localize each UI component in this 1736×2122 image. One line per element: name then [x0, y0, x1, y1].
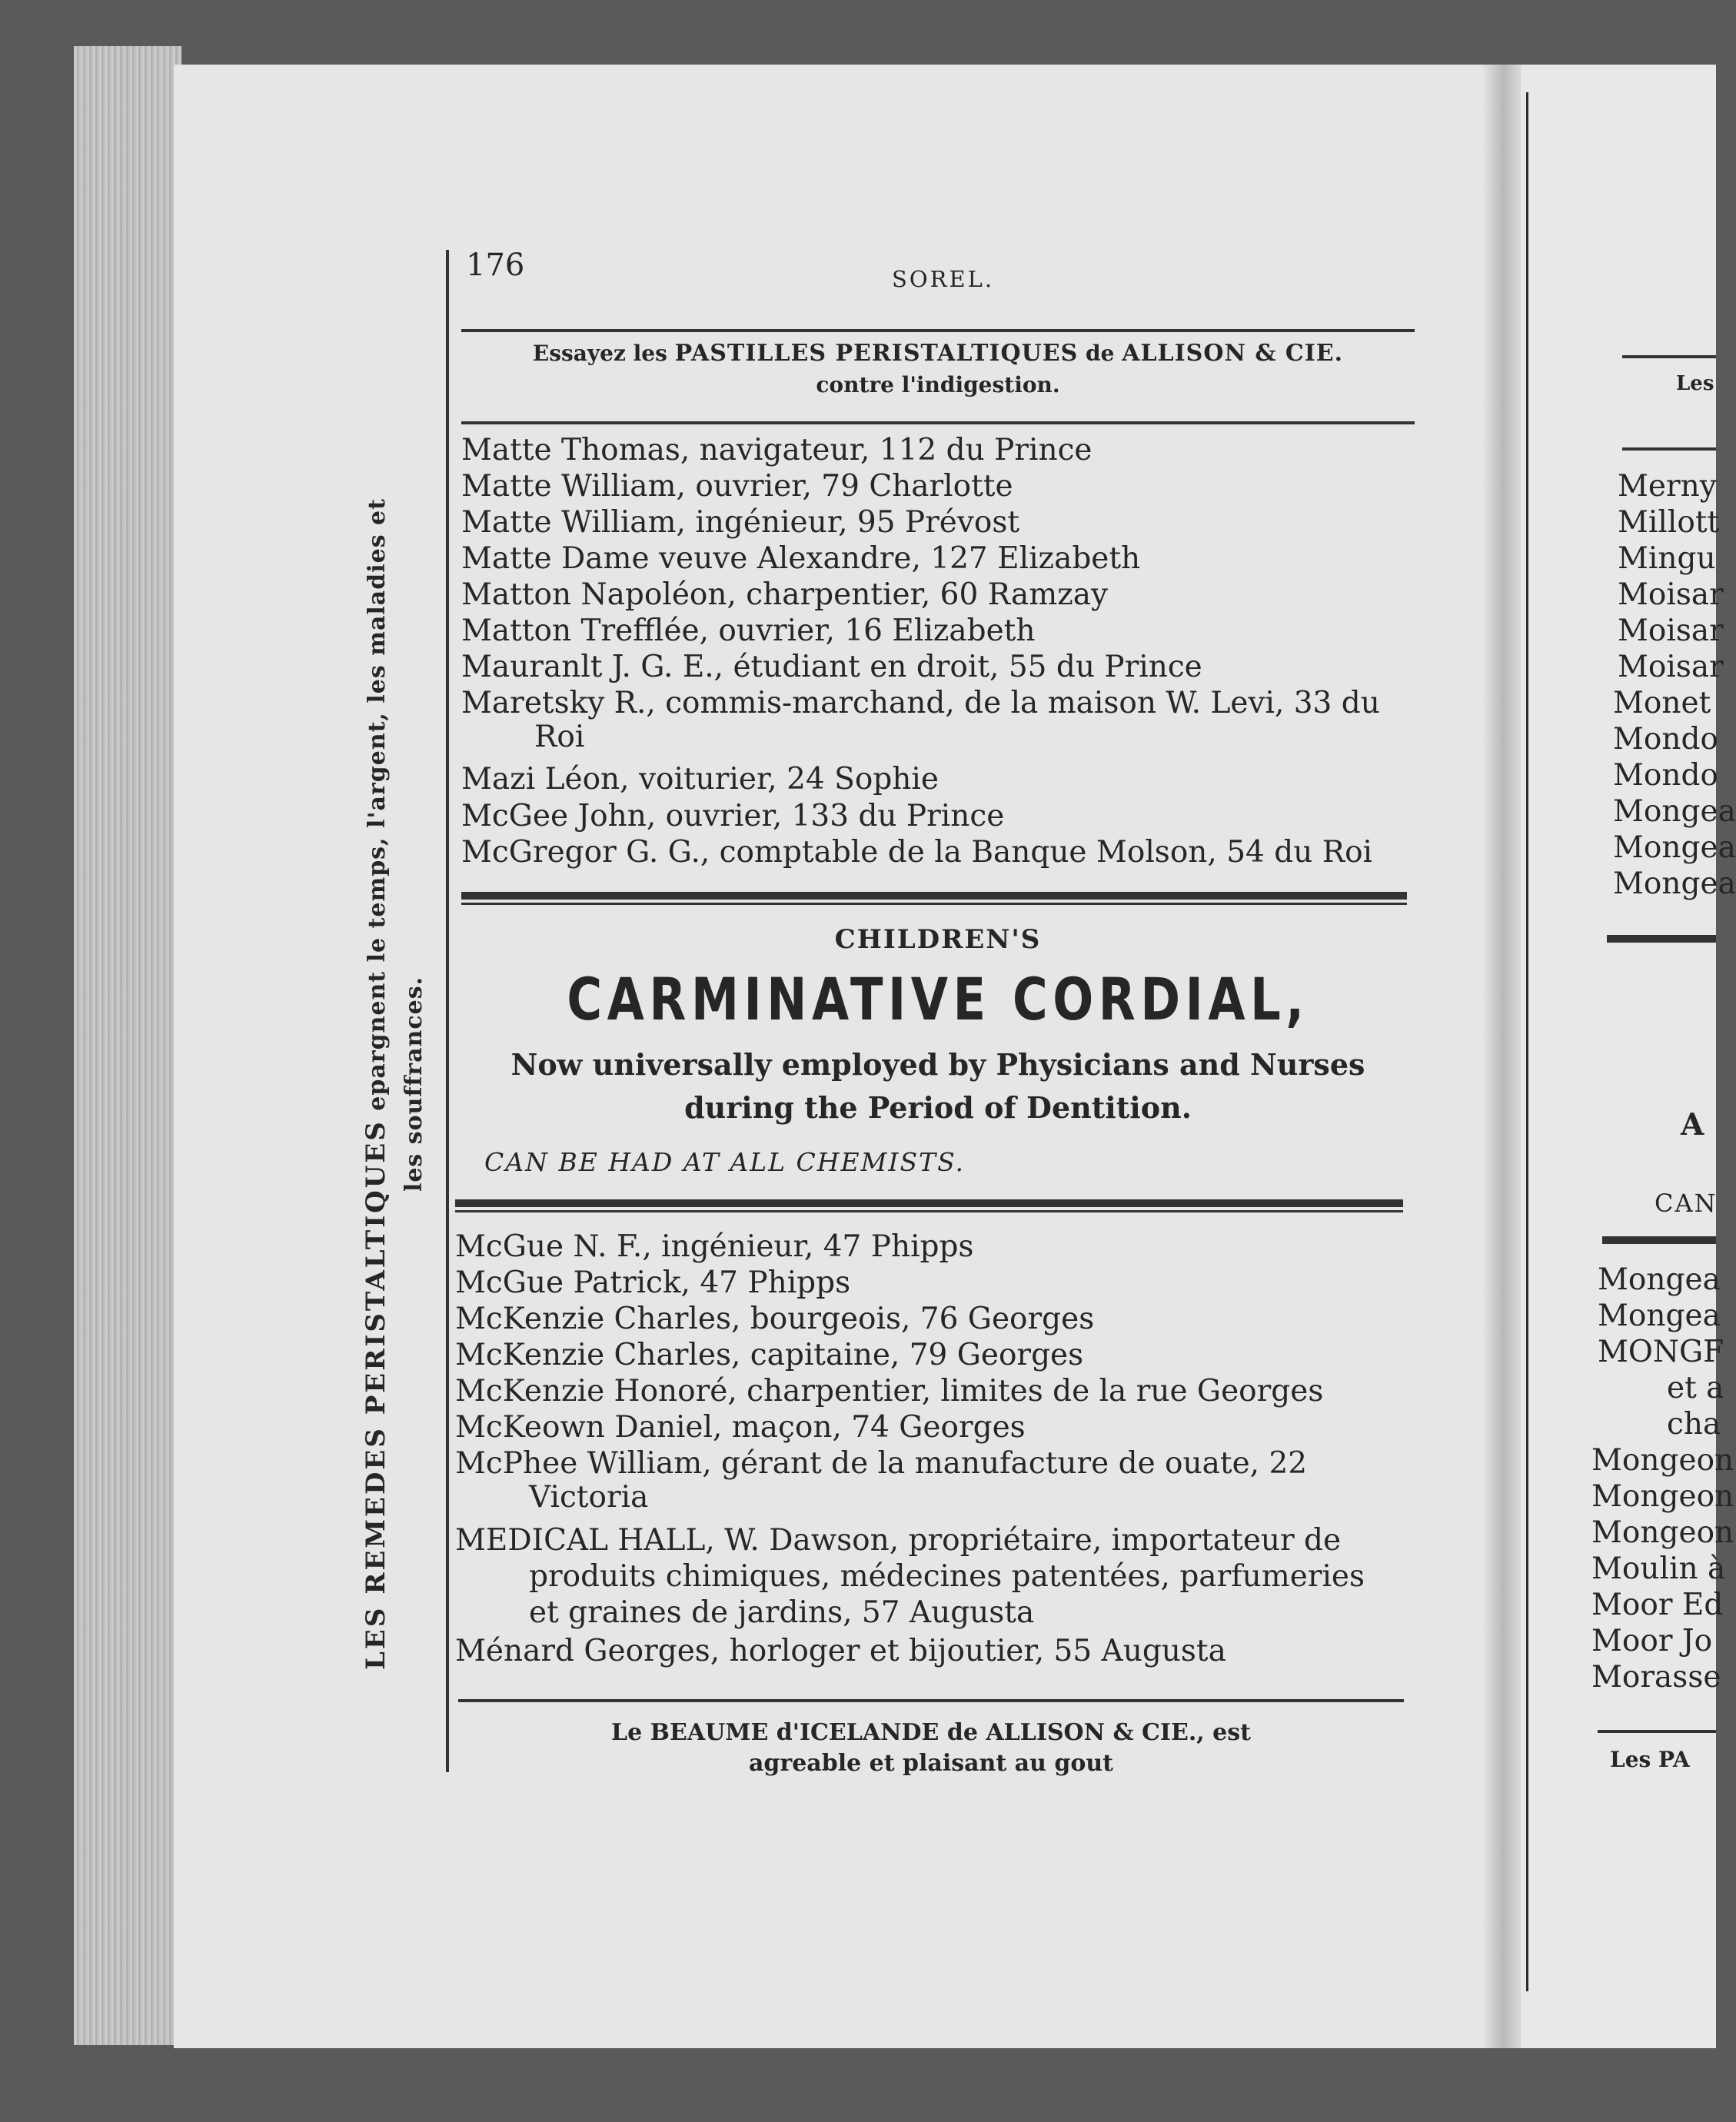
- ad-top-thin-rule: [461, 903, 1407, 905]
- top-ad-line-1: Essayez les PASTILLES PERISTALTIQUES de ALLISON & CIE.: [532, 340, 1344, 367]
- right-page-entry: Mongea: [1613, 866, 1736, 901]
- footer-ad-rule: [458, 1699, 1404, 1702]
- directory-entry-continuation: produits chimiques, médecines patentées, parfumeries: [529, 1559, 1365, 1594]
- right-page-entry: Moisar: [1618, 614, 1724, 648]
- right-page-ad-fragment: A: [1681, 1107, 1704, 1142]
- right-page-ad-fragment: CAN: [1655, 1189, 1718, 1218]
- side-ad-line-1: LES REMEDES PERISTALTIQUES epargnent le temps, l'argent, les maladies et: [361, 498, 391, 1670]
- top-ad-line-2: contre l'indigestion.: [816, 372, 1060, 397]
- right-page-entry: Mongeon: [1591, 1515, 1734, 1550]
- side-advertisement: [358, 484, 473, 1684]
- right-page-footer-fragment: Les PA: [1610, 1747, 1690, 1772]
- right-page-entry: Millott: [1618, 505, 1720, 540]
- footer-ad-line-2: agreable et plaisant au gout: [748, 1750, 1114, 1777]
- ad-title: CARMINATIVE CORDIAL,: [567, 965, 1309, 1033]
- right-page-entry: Merny: [1618, 469, 1717, 504]
- header-rule: [461, 329, 1415, 332]
- right-page-header-rule: [1622, 355, 1716, 358]
- directory-entry: Mauranlt J. G. E., étudiant en droit, 55 du Prince: [461, 650, 1202, 684]
- right-page-margin-rule: [1526, 92, 1528, 1991]
- ad-top-thick-rule: [461, 892, 1407, 900]
- directory-entry: McPhee William, gérant de la manufacture de ouate, 22: [455, 1446, 1308, 1481]
- right-page-entry: Mondo: [1613, 758, 1718, 793]
- top-ad-rule: [461, 421, 1415, 424]
- right-page-entry: Mongeon: [1591, 1479, 1734, 1514]
- directory-entry: McGue N. F., ingénieur, 47 Phipps: [455, 1229, 974, 1264]
- directory-entry-continuation: et graines de jardins, 57 Augusta: [529, 1595, 1035, 1630]
- right-page-entry: Morasse: [1591, 1660, 1721, 1695]
- directory-entry: McGregor G. G., comptable de la Banque Molson, 54 du Roi: [461, 835, 1373, 870]
- directory-entry: MEDICAL HALL, W. Dawson, propriétaire, importateur de: [455, 1523, 1342, 1558]
- right-page-entry: Moor Jo: [1591, 1624, 1713, 1658]
- page-number: 176: [466, 248, 525, 283]
- directory-entry: Matte Dame veuve Alexandre, 127 Elizabeth: [461, 541, 1141, 576]
- right-page-entry: Mongea: [1598, 1262, 1721, 1297]
- right-page-ad-rule: [1607, 935, 1716, 943]
- directory-entry-continuation: Victoria: [529, 1480, 649, 1515]
- directory-entry: McGue Patrick, 47 Phipps: [455, 1266, 851, 1300]
- right-page-footer-rule: [1598, 1730, 1716, 1733]
- right-page-entry: MONGF: [1598, 1335, 1724, 1369]
- right-page-entry: Mongea: [1613, 794, 1736, 829]
- directory-entry: Mazi Léon, voiturier, 24 Sophie: [461, 762, 939, 797]
- right-page-entry: Mongea: [1598, 1299, 1721, 1333]
- directory-entry: Matte William, ingénieur, 95 Prévost: [461, 505, 1020, 540]
- left-margin-rule: [446, 250, 449, 1772]
- right-page-entry: Mongeon: [1591, 1443, 1734, 1478]
- right-page-entry: Moisar: [1618, 650, 1724, 684]
- running-head: SOREL.: [892, 266, 995, 292]
- ad-body-line-1: Now universally employed by Physicians and Nurses: [510, 1047, 1365, 1082]
- right-page-entry: Mongea: [1613, 830, 1736, 865]
- directory-entry-continuation: Roi: [534, 720, 585, 754]
- directory-entry: McKenzie Charles, capitaine, 79 Georges: [455, 1338, 1084, 1372]
- directory-entry: Matton Trefflée, ouvrier, 16 Elizabeth: [461, 614, 1036, 648]
- right-page-entry: Monet: [1613, 686, 1711, 720]
- book-page-edges: [74, 46, 181, 2045]
- right-page-entry: Moor Ed: [1591, 1588, 1724, 1622]
- side-ad-line-2: les souffrances.: [401, 976, 427, 1192]
- right-page-header-fragment: Les: [1676, 372, 1714, 395]
- directory-entry: Matton Napoléon, charpentier, 60 Ramzay: [461, 577, 1109, 612]
- right-page-entry: Moulin à: [1591, 1552, 1726, 1586]
- right-page-entry: Mingu: [1618, 541, 1716, 576]
- directory-entry: Maretsky R., commis-marchand, de la maison W. Levi, 33 du: [461, 686, 1380, 720]
- right-page-header-rule-2: [1622, 447, 1716, 451]
- ad-bottom-thick-rule: [455, 1199, 1403, 1207]
- directory-entry: Ménard Georges, horloger et bijoutier, 55 Augusta: [455, 1634, 1226, 1668]
- footer-ad-line-1: Le BEAUME d'ICELANDE de ALLISON & CIE., est: [610, 1719, 1251, 1746]
- right-page-entry: Moisar: [1618, 577, 1724, 612]
- right-page-ad-rule-2: [1602, 1236, 1716, 1244]
- directory-entry: McKenzie Honoré, charpentier, limites de la rue Georges: [455, 1374, 1324, 1409]
- directory-entry: McKeown Daniel, maçon, 74 Georges: [455, 1410, 1026, 1445]
- directory-entry: Matte Thomas, navigateur, 112 du Prince: [461, 433, 1092, 467]
- ad-bottom-thin-rule: [455, 1210, 1403, 1212]
- book-gutter: [1482, 65, 1521, 2048]
- directory-entry: McKenzie Charles, bourgeois, 76 Georges: [455, 1302, 1095, 1336]
- ad-tagline: CAN BE HAD AT ALL CHEMISTS.: [484, 1147, 965, 1177]
- directory-entry: McGee John, ouvrier, 133 du Prince: [461, 799, 1005, 833]
- right-page-entry-continuation: et a: [1667, 1371, 1724, 1405]
- directory-entry: Matte William, ouvrier, 79 Charlotte: [461, 469, 1013, 504]
- ad-body-line-2: during the Period of Dentition.: [684, 1090, 1192, 1125]
- ad-kicker: CHILDREN'S: [834, 924, 1042, 955]
- right-page-entry: Mondo: [1613, 722, 1718, 757]
- right-page-entry-continuation: cha: [1667, 1407, 1721, 1442]
